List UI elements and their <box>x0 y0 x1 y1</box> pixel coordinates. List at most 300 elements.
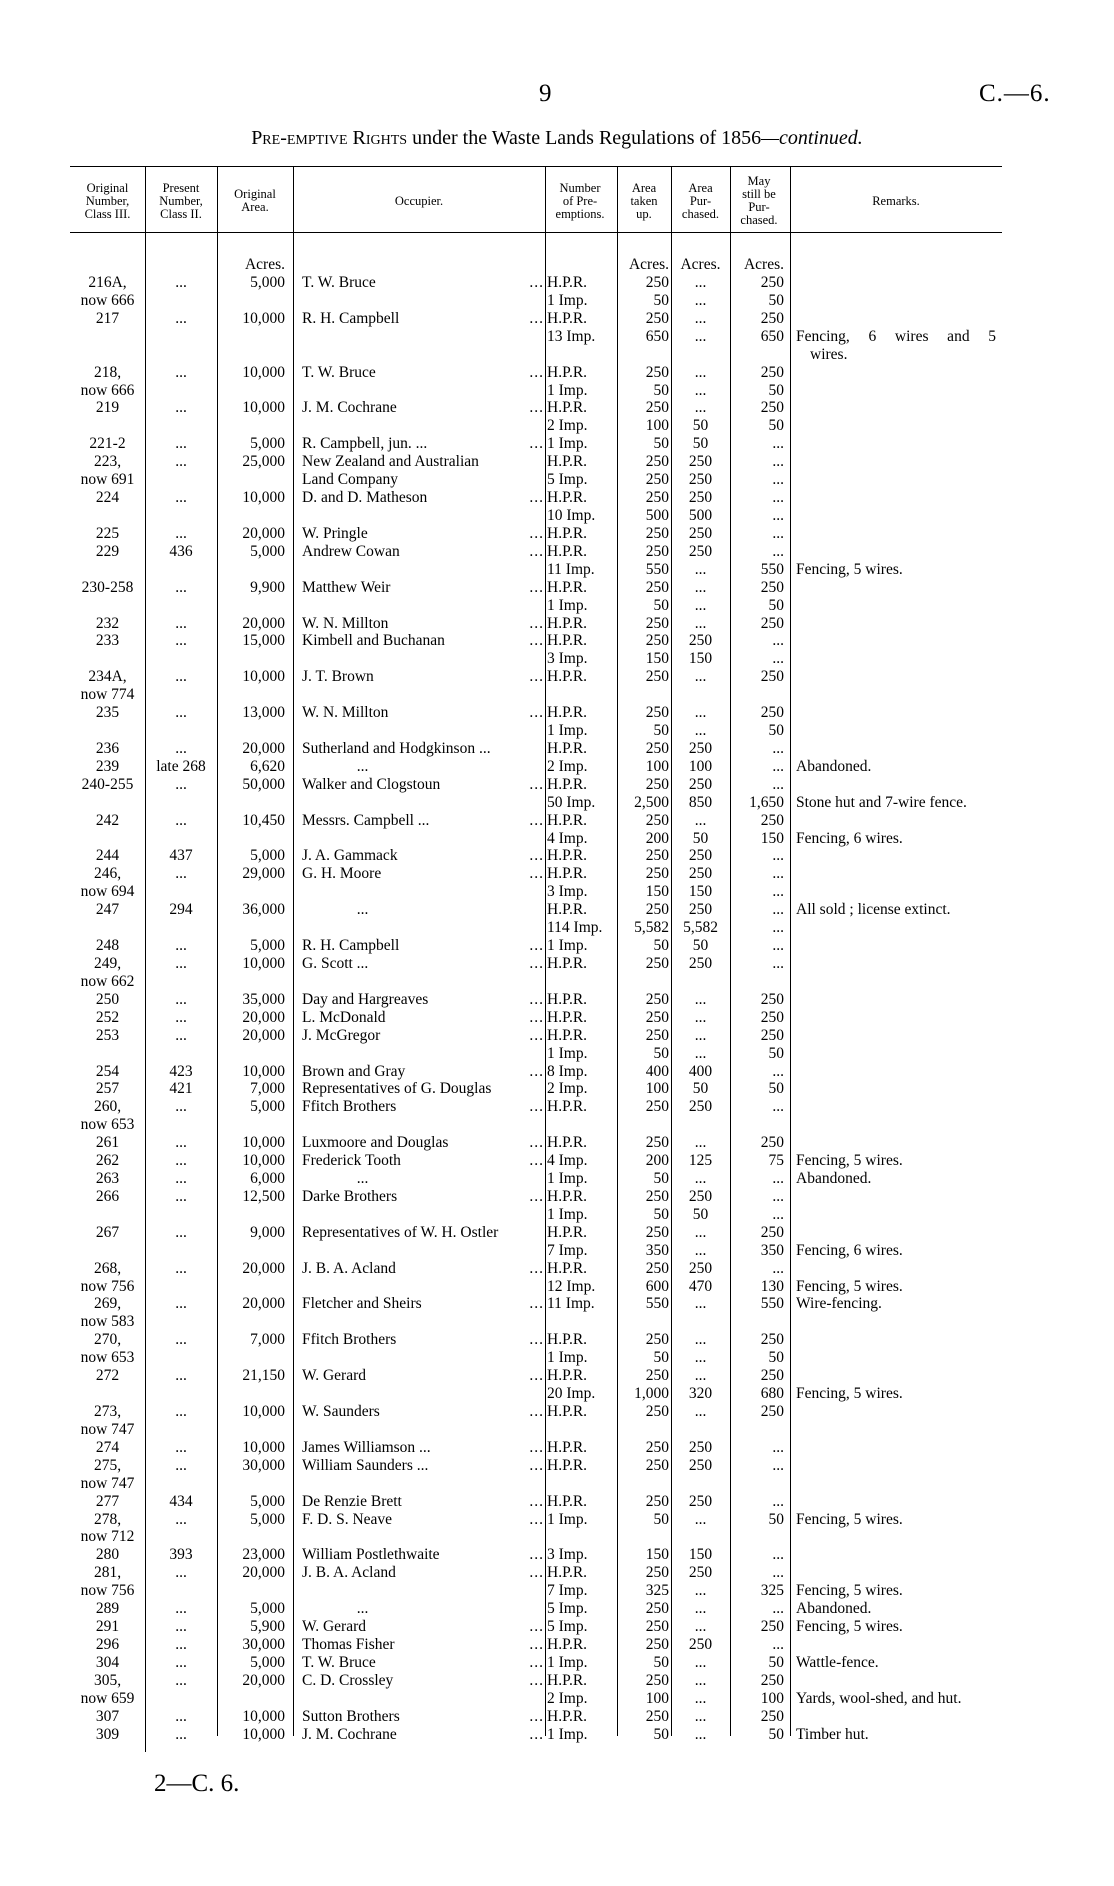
cell-pre-emptions: H.P.R. <box>547 1187 588 1205</box>
cell-pre-emptions: H.P.R. <box>547 1707 588 1725</box>
cell-pre-emptions: 11 Imp. <box>547 560 595 578</box>
cell-original-number: 268, <box>93 1259 122 1277</box>
cell-pre-emptions: 12 Imp. <box>547 1277 596 1295</box>
cell-area-taken: 250 <box>645 990 669 1008</box>
cell-original-area: 10,450 <box>242 811 285 829</box>
cell-area-purchased: 100 <box>688 757 713 775</box>
cell-area-taken: 250 <box>645 363 669 381</box>
cell-pre-emptions: 13 Imp. <box>547 327 596 345</box>
cell-original-area: 5,000 <box>250 1510 285 1528</box>
table-row <box>0 1188 1114 1206</box>
cell-area-purchased: 250 <box>688 453 713 471</box>
cell-occupier: J. McGregor ... <box>302 1026 544 1044</box>
cell-area-taken: 50 <box>653 381 669 399</box>
cell-pre-emptions: H.P.R. <box>547 865 588 883</box>
cell-original-area: 7,000 <box>250 1080 285 1098</box>
cell-area-taken: 250 <box>645 668 669 686</box>
cell-present-number: ... <box>175 1367 187 1385</box>
cell-occupier: Representatives of G. Douglas <box>302 1080 492 1098</box>
table-row <box>0 328 1114 346</box>
cell-area-taken: 200 <box>645 829 669 847</box>
table-row <box>0 847 1114 865</box>
cell-occupier: ... <box>356 757 369 775</box>
cell-area-taken: 2,500 <box>634 793 669 811</box>
cell-pre-emptions: 114 Imp. <box>547 919 603 937</box>
cell-may-still-purchase: ... <box>772 919 784 937</box>
cell-area-taken: 250 <box>645 1259 669 1277</box>
cell-occupier: J. M. Cochrane ... <box>302 1725 544 1743</box>
table-row <box>0 1349 1114 1367</box>
cell-area-taken: 100 <box>645 417 669 435</box>
cell-area-purchased: 250 <box>688 775 713 793</box>
cell-occupier: Messrs. Campbell ... ... <box>302 811 544 829</box>
cell-original-area: 23,000 <box>242 1546 285 1564</box>
cell-present-number: ... <box>175 1295 187 1313</box>
cell-may-still-purchase: 50 <box>768 722 784 739</box>
cell-original-number: 275, <box>93 1456 122 1474</box>
cell-original-area: 50,000 <box>242 775 285 793</box>
cell-present-number: ... <box>175 1008 187 1026</box>
cell-remarks: Fencing, 5 wires. <box>796 1510 903 1528</box>
cell-area-taken: 250 <box>645 399 669 417</box>
cell-pre-emptions: H.P.R. <box>547 578 588 596</box>
cell-present-number: ... <box>175 1618 187 1635</box>
cell-present-number: ... <box>175 489 187 506</box>
cell-pre-emptions: 5 Imp. <box>547 1618 588 1635</box>
table-row <box>0 507 1114 525</box>
cell-area-purchased: 250 <box>688 524 713 542</box>
cell-may-still-purchase: ... <box>772 1635 784 1653</box>
cell-original-area: 21,150 <box>242 1367 285 1385</box>
cell-original-area: 35,000 <box>242 990 285 1008</box>
table-row <box>0 1009 1114 1027</box>
table-row <box>0 1080 1114 1098</box>
cell-original-number: 250 <box>95 990 120 1008</box>
cell-area-taken: 250 <box>645 1403 669 1420</box>
table-row <box>0 1564 1114 1582</box>
cell-pre-emptions: 1 Imp. <box>547 937 588 954</box>
cell-present-number: ... <box>175 309 187 327</box>
table-row <box>0 883 1114 901</box>
cell-original-number: 230-258 <box>81 578 134 596</box>
cell-remarks: Yards, wool-shed, and hut. <box>796 1689 962 1707</box>
cell-original-number: 291 <box>95 1618 120 1635</box>
cell-occupier: R. H. Campbell ... <box>302 937 544 954</box>
cell-original-number: now 662 <box>80 972 135 990</box>
cell-original-area: 5,000 <box>250 1600 285 1618</box>
cell-pre-emptions: 1 Imp. <box>547 722 588 739</box>
cell-may-still-purchase: ... <box>772 1170 784 1187</box>
cell-area-purchased: ... <box>694 596 707 614</box>
cell-present-number: ... <box>175 1510 187 1528</box>
cell-area-purchased: ... <box>694 1367 707 1385</box>
cell-area-taken: 50 <box>653 596 669 614</box>
cell-present-number: 393 <box>169 1546 193 1564</box>
cell-may-still-purchase: 250 <box>760 1134 784 1152</box>
table-row <box>0 1708 1114 1726</box>
cell-remarks: Abandoned. <box>796 1170 872 1187</box>
cell-area-purchased: 250 <box>688 632 713 650</box>
cell-occupier: W. Saunders ... <box>302 1403 544 1420</box>
cell-original-area: 10,000 <box>242 309 285 327</box>
cell-pre-emptions: H.P.R. <box>547 399 588 417</box>
cell-pre-emptions: H.P.R. <box>547 1331 588 1349</box>
table-row <box>0 292 1114 310</box>
table-row <box>0 364 1114 382</box>
cell-pre-emptions: 7 Imp. <box>547 1582 588 1600</box>
table-row <box>0 1331 1114 1349</box>
cell-occupier: R. Campbell, jun. ... ... <box>302 435 544 453</box>
cell-original-area: 10,000 <box>242 1725 285 1743</box>
header-bottom-rule <box>70 232 1002 233</box>
cell-pre-emptions: H.P.R. <box>547 309 588 327</box>
cell-area-taken: 150 <box>645 883 669 901</box>
cell-occupier: Representatives of W. H. Ostler <box>302 1223 499 1241</box>
table-row <box>0 274 1114 292</box>
cell-may-still-purchase: 50 <box>768 596 784 614</box>
cell-pre-emptions: 1 Imp. <box>547 1653 588 1671</box>
cell-remarks: Stone hut and 7-wire fence. <box>796 793 967 811</box>
cell-present-number: ... <box>175 1635 187 1653</box>
cell-original-area: 9,000 <box>250 1223 285 1241</box>
cell-area-taken: 550 <box>645 560 669 578</box>
cell-may-still-purchase: ... <box>772 507 784 524</box>
cell-original-area: 5,000 <box>250 847 285 865</box>
cell-area-taken: 5,582 <box>634 919 669 937</box>
cell-area-purchased: ... <box>694 1653 707 1671</box>
cell-area-purchased: ... <box>694 1689 707 1707</box>
cell-area-taken: 600 <box>645 1277 669 1295</box>
cell-original-area: 7,000 <box>250 1331 285 1349</box>
cell-pre-emptions: H.P.R. <box>547 1367 588 1385</box>
cell-area-taken: 250 <box>645 1671 669 1689</box>
cell-may-still-purchase: 250 <box>760 274 784 291</box>
cell-present-number: ... <box>175 1707 187 1725</box>
cell-original-number: now 747 <box>80 1474 135 1492</box>
header-original-area: Original Area. <box>234 187 276 214</box>
cell-area-taken: 50 <box>653 1725 669 1743</box>
cell-area-taken: 150 <box>645 650 669 668</box>
cell-present-number: ... <box>175 1653 187 1671</box>
cell-remarks: Fencing, 6 wires. <box>796 829 903 847</box>
cell-original-number: now 712 <box>80 1528 135 1546</box>
cell-occupier: W. N. Millton ... <box>302 614 544 632</box>
cell-area-taken: 250 <box>645 309 669 327</box>
cell-occupier: C. D. Crossley ... <box>302 1671 544 1689</box>
cell-pre-emptions: H.P.R. <box>547 1438 588 1456</box>
cell-may-still-purchase: 1,650 <box>749 793 784 811</box>
cell-remarks: All sold ; license extinct. <box>796 901 951 919</box>
cell-pre-emptions: 1 Imp. <box>547 291 588 309</box>
cell-may-still-purchase: 350 <box>760 1241 784 1259</box>
cell-may-still-purchase: 50 <box>768 291 784 309</box>
cell-present-number: ... <box>175 739 187 757</box>
cell-may-still-purchase: ... <box>772 524 784 542</box>
cell-original-number: 280 <box>95 1546 120 1564</box>
cell-area-taken: 50 <box>653 291 669 309</box>
cell-may-still-purchase: 250 <box>760 1008 784 1026</box>
cell-area-purchased: ... <box>694 578 707 596</box>
table-row <box>0 1170 1114 1188</box>
table-row <box>0 1457 1114 1475</box>
cell-area-purchased: 850 <box>688 793 713 811</box>
cell-present-number: ... <box>175 1026 187 1044</box>
title-continued: —continued. <box>761 127 863 149</box>
header-pre-emptions: Number of Pre- emptions. <box>555 180 605 221</box>
cell-may-still-purchase: 50 <box>768 1510 784 1528</box>
table-row <box>0 937 1114 955</box>
cell-original-number: 272 <box>95 1367 120 1385</box>
cell-area-purchased: ... <box>694 309 707 327</box>
cell-pre-emptions: 2 Imp. <box>547 417 588 435</box>
page-number: 9 <box>539 80 552 107</box>
cell-present-number: ... <box>175 1564 187 1582</box>
cell-pre-emptions: H.P.R. <box>547 1403 588 1420</box>
cell-may-still-purchase: 250 <box>760 704 784 722</box>
cell-present-number: ... <box>175 435 187 453</box>
cell-area-purchased: ... <box>694 1026 707 1044</box>
table-row <box>0 1726 1114 1744</box>
cell-area-purchased: 250 <box>688 1564 713 1582</box>
cell-pre-emptions: H.P.R. <box>547 453 588 471</box>
table-row <box>0 1600 1114 1618</box>
cell-area-taken: 250 <box>645 775 669 793</box>
cell-pre-emptions: 2 Imp. <box>547 1689 588 1707</box>
cell-original-number: 242 <box>95 811 120 829</box>
cell-original-number: 219 <box>95 399 120 417</box>
cell-original-number: now 666 <box>80 291 135 309</box>
cell-area-taken: 200 <box>645 1152 669 1170</box>
cell-occupier: L. McDonald ... <box>302 1008 544 1026</box>
cell-area-purchased: ... <box>694 1707 707 1725</box>
cell-present-number: 294 <box>169 901 193 919</box>
cell-original-number: 261 <box>95 1134 120 1152</box>
cell-occupier: G. H. Moore ... <box>302 865 544 883</box>
cell-may-still-purchase: ... <box>772 453 784 471</box>
cell-area-purchased: ... <box>694 1223 707 1241</box>
cell-pre-emptions: H.P.R. <box>547 632 588 650</box>
cell-occupier: W. Gerard ... <box>302 1618 544 1635</box>
cell-occupier: J. B. A. Acland ... <box>302 1564 544 1582</box>
table-row <box>0 382 1114 400</box>
cell-pre-emptions: 1 Imp. <box>547 1205 588 1223</box>
cell-original-number: 252 <box>95 1008 120 1026</box>
table-row <box>0 543 1114 561</box>
table-row <box>0 776 1114 794</box>
cell-area-purchased: ... <box>694 399 707 417</box>
cell-area-purchased: ... <box>694 381 707 399</box>
cell-pre-emptions: 1 Imp. <box>547 435 588 453</box>
table-row <box>0 1134 1114 1152</box>
cell-area-purchased: 50 <box>692 829 709 847</box>
cell-original-area: 30,000 <box>242 1635 285 1653</box>
cell-present-number: ... <box>175 668 187 686</box>
cell-area-purchased: ... <box>694 614 707 632</box>
cell-remarks: Wattle-fence. <box>796 1653 879 1671</box>
cell-occupier: Walker and Clogstoun ... <box>302 775 544 793</box>
table-row <box>0 579 1114 597</box>
unit-area-purchased: Acres. <box>680 256 721 273</box>
cell-present-number: ... <box>175 990 187 1008</box>
cell-area-purchased: ... <box>694 1008 707 1026</box>
title-main: under the Waste Lands Regulations of 1856 <box>407 127 762 149</box>
cell-original-number: 216A, <box>88 274 127 291</box>
cell-may-still-purchase: ... <box>772 1600 784 1618</box>
table-row <box>0 1618 1114 1636</box>
cell-pre-emptions: H.P.R. <box>547 614 588 632</box>
table-row <box>0 399 1114 417</box>
cell-present-number: ... <box>175 1403 187 1420</box>
cell-original-area: 20,000 <box>242 524 285 542</box>
cell-original-number: 221-2 <box>89 435 126 453</box>
cell-may-still-purchase: ... <box>772 489 784 506</box>
cell-original-number: 247 <box>95 901 120 919</box>
cell-area-purchased: 250 <box>688 1259 713 1277</box>
cell-original-area: 10,000 <box>242 489 285 506</box>
cell-pre-emptions: 4 Imp. <box>547 1152 588 1170</box>
cell-area-purchased: 400 <box>688 1062 713 1080</box>
remark-continuation <box>0 346 1114 364</box>
cell-may-still-purchase: ... <box>772 1062 784 1080</box>
table-row <box>0 830 1114 848</box>
cell-original-number: 263 <box>95 1170 120 1187</box>
cell-may-still-purchase: 250 <box>760 668 784 686</box>
cell-area-purchased: 150 <box>688 1546 713 1564</box>
cell-occupier: T. W. Bruce ... <box>302 363 544 381</box>
cell-area-taken: 250 <box>645 1331 669 1349</box>
cell-occupier: William Postlethwaite ... <box>302 1546 544 1564</box>
cell-occupier: Brown and Gray ... <box>302 1062 544 1080</box>
cell-area-taken: 100 <box>645 1689 669 1707</box>
unit-may-purchase: Acres. <box>743 256 784 273</box>
title-lead: Pre-emptive Rights <box>251 127 408 149</box>
table-row <box>0 1367 1114 1385</box>
cell-original-number: 246, <box>93 865 122 883</box>
cell-original-area: 10,000 <box>242 668 285 686</box>
table-row <box>0 525 1114 543</box>
cell-may-still-purchase: 325 <box>760 1582 784 1600</box>
cell-area-taken: 250 <box>645 489 669 506</box>
cell-area-purchased: ... <box>694 1403 707 1420</box>
table-top-rule <box>70 166 1002 167</box>
cell-occupier: Luxmoore and Douglas ... <box>302 1134 544 1152</box>
cell-occupier: Fletcher and Sheirs ... <box>302 1295 544 1313</box>
cell-area-taken: 150 <box>645 1546 669 1564</box>
cell-pre-emptions: H.P.R. <box>547 542 588 560</box>
table-row <box>0 1690 1114 1708</box>
cell-original-area: 10,000 <box>242 1152 285 1170</box>
cell-original-number: 266 <box>95 1187 120 1205</box>
cell-pre-emptions: H.P.R. <box>547 901 588 919</box>
cell-occupier: J. T. Brown ... <box>302 668 544 686</box>
cell-area-purchased: ... <box>694 1044 707 1062</box>
cell-may-still-purchase: 550 <box>760 560 784 578</box>
cell-area-taken: 250 <box>645 578 669 596</box>
cell-present-number: ... <box>175 578 187 596</box>
cell-original-number: 240-255 <box>81 775 134 793</box>
cell-area-taken: 250 <box>645 739 669 757</box>
cell-occupier: Thomas Fisher ... <box>302 1635 544 1653</box>
cell-pre-emptions: 3 Imp. <box>547 650 588 668</box>
cell-may-still-purchase: 50 <box>768 1653 784 1671</box>
cell-area-purchased: 250 <box>688 865 713 883</box>
cell-pre-emptions: H.P.R. <box>547 775 588 793</box>
cell-original-area: 5,000 <box>250 542 285 560</box>
cell-present-number: ... <box>175 1134 187 1152</box>
cell-may-still-purchase: ... <box>772 435 784 453</box>
cell-present-number: ... <box>175 363 187 381</box>
cell-present-number: ... <box>175 1725 187 1743</box>
cell-area-purchased: 250 <box>688 1187 713 1205</box>
cell-area-purchased: 250 <box>688 1492 713 1510</box>
table-row <box>0 1493 1114 1511</box>
cell-may-still-purchase: ... <box>772 1187 784 1205</box>
cell-may-still-purchase: 250 <box>760 1367 784 1385</box>
cell-occupier: Ffitch Brothers ... <box>302 1098 544 1116</box>
cell-occupier: ... <box>356 1600 369 1618</box>
cell-remarks: Wire-fencing. <box>796 1295 882 1313</box>
table-row <box>0 1027 1114 1045</box>
cell-area-taken: 250 <box>645 847 669 865</box>
cell-occupier: Andrew Cowan ... <box>302 542 544 560</box>
cell-area-taken: 50 <box>653 435 669 453</box>
cell-original-number: 289 <box>95 1600 120 1618</box>
table-row <box>0 1295 1114 1313</box>
cell-original-number: 233 <box>95 632 120 650</box>
cell-area-purchased: 250 <box>688 739 713 757</box>
cell-original-area: 13,000 <box>242 704 285 722</box>
cell-original-number: 224 <box>95 489 120 506</box>
cell-pre-emptions: 2 Imp. <box>547 757 588 775</box>
cell-area-taken: 250 <box>645 471 669 489</box>
cell-area-purchased: 50 <box>692 1205 709 1223</box>
cell-present-number: ... <box>175 704 187 722</box>
cell-remarks: Abandoned. <box>796 757 872 775</box>
cell-may-still-purchase: 250 <box>760 614 784 632</box>
cell-area-taken: 250 <box>645 1367 669 1385</box>
cell-may-still-purchase: 150 <box>760 829 784 847</box>
cell-may-still-purchase: ... <box>772 865 784 883</box>
cell-area-taken: 250 <box>645 274 669 291</box>
cell-area-purchased: 250 <box>688 847 713 865</box>
cell-present-number: ... <box>175 1223 187 1241</box>
cell-present-number: 436 <box>169 542 193 560</box>
cell-pre-emptions: 7 Imp. <box>547 1241 588 1259</box>
cell-pre-emptions: H.P.R. <box>547 1492 588 1510</box>
cell-present-number: ... <box>175 1331 187 1349</box>
table-row <box>0 955 1114 973</box>
cell-may-still-purchase: ... <box>772 471 784 489</box>
cell-area-taken: 1,000 <box>634 1385 669 1402</box>
header-occupier: Occupier. <box>394 193 444 208</box>
cell-area-purchased: 250 <box>688 1456 713 1474</box>
cell-original-number: 249, <box>93 955 122 972</box>
cell-area-taken: 50 <box>653 1170 669 1187</box>
cell-may-still-purchase: 75 <box>768 1152 784 1170</box>
cell-area-taken: 250 <box>645 1618 669 1635</box>
cell-may-still-purchase: 250 <box>760 1707 784 1725</box>
cell-area-purchased: ... <box>694 560 707 578</box>
cell-may-still-purchase: 250 <box>760 1223 784 1241</box>
cell-present-number: ... <box>175 1187 187 1205</box>
cell-may-still-purchase: 250 <box>760 811 784 829</box>
table-row <box>0 1045 1114 1063</box>
cell-area-taken: 325 <box>645 1582 669 1600</box>
cell-area-taken: 250 <box>645 1223 669 1241</box>
cell-area-taken: 250 <box>645 865 669 883</box>
cell-original-number: 296 <box>95 1635 120 1653</box>
cell-may-still-purchase: ... <box>772 650 784 668</box>
